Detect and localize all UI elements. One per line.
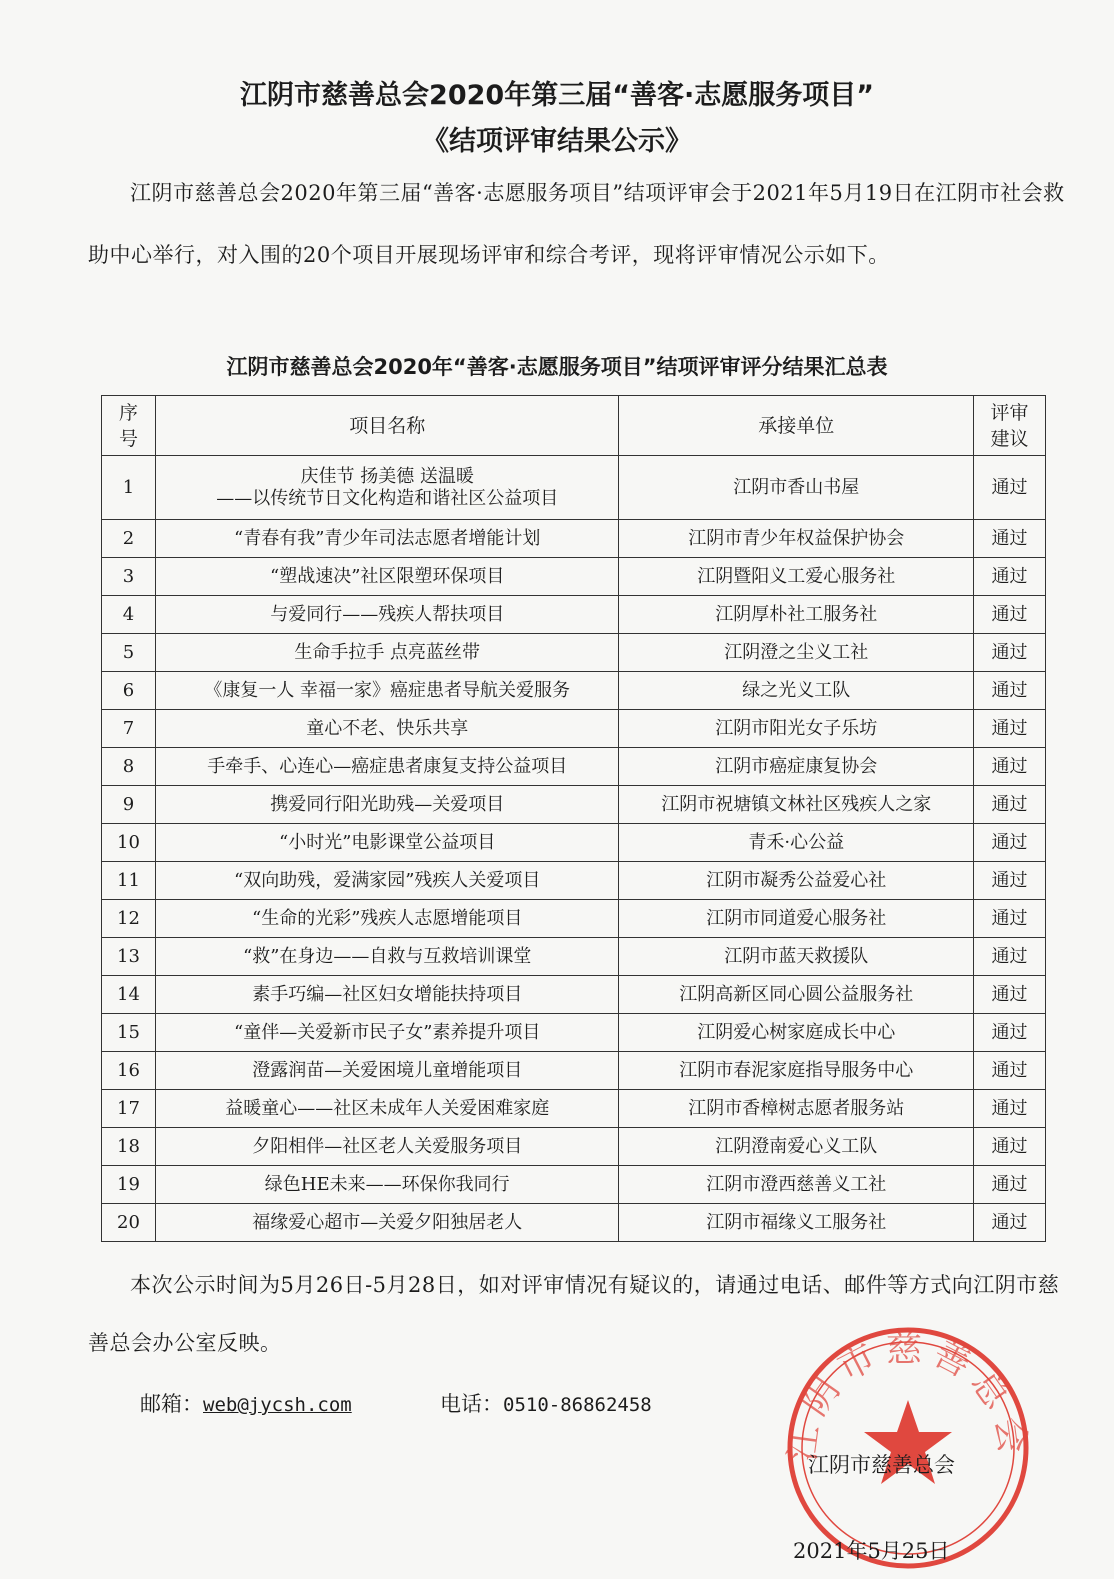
table-row — [102, 1128, 1046, 1166]
table-row — [102, 938, 1046, 976]
row-project-name: 素手巧编—社区妇女增能扶持项目 — [155, 976, 618, 1014]
row-unit: 江阴市癌症康复协会 — [619, 748, 974, 786]
row-number: 18 — [102, 1128, 156, 1166]
row-project-name-line-1: 庆佳节 扬美德 送温暖 — [300, 465, 474, 487]
table-row — [102, 456, 1046, 520]
row-result: 通过 — [974, 976, 1046, 1014]
row-number: 9 — [102, 786, 156, 824]
row-unit: 江阴市阳光女子乐坊 — [619, 710, 974, 748]
row-number: 2 — [102, 520, 156, 558]
seal-text: 江阴市慈善总会 — [782, 1328, 1034, 1464]
row-number: 16 — [102, 1052, 156, 1090]
row-number: 15 — [102, 1014, 156, 1052]
row-project-name: 携爱同行阳光助残—关爱项目 — [155, 786, 618, 824]
row-number: 20 — [102, 1204, 156, 1242]
row-number: 8 — [102, 748, 156, 786]
document-title-line-1: 江阴市慈善总会2020年第三届“善客·志愿服务项目” — [240, 80, 874, 111]
row-number: 7 — [102, 710, 156, 748]
header-no — [102, 396, 156, 456]
row-unit: 江阴市蓝天救援队 — [619, 938, 974, 976]
table-row — [102, 1166, 1046, 1204]
row-number: 19 — [102, 1166, 156, 1204]
row-project-name: 生命手拉手 点亮蓝丝带 — [155, 634, 618, 672]
row-unit: 绿之光义工队 — [619, 672, 974, 710]
table-row — [102, 824, 1046, 862]
row-result: 通过 — [974, 862, 1046, 900]
row-result: 通过 — [974, 1204, 1046, 1242]
row-number: 1 — [102, 456, 156, 520]
results-table — [101, 395, 1046, 1242]
row-project-name: “童伴—关爱新市民子女”素养提升项目 — [155, 1014, 618, 1052]
row-unit: 江阴市澄西慈善义工社 — [619, 1166, 974, 1204]
row-result: 通过 — [974, 1014, 1046, 1052]
row-unit: 江阴市凝秀公益爱心社 — [619, 862, 974, 900]
row-unit: 江阴市青少年权益保护协会 — [619, 520, 974, 558]
table-caption: 江阴市慈善总会2020年“善客·志愿服务项目”结项评审评分结果汇总表 — [226, 355, 888, 379]
email-link[interactable]: web@jycsh.com — [203, 1394, 352, 1416]
email-label: 邮箱： — [140, 1392, 203, 1416]
header-project-name: 项目名称 — [155, 396, 618, 456]
row-project-name: “生命的光彩”残疾人志愿增能项目 — [155, 900, 618, 938]
table-row — [102, 558, 1046, 596]
row-project-name: 益暖童心——社区未成年人关爱困难家庭 — [155, 1090, 618, 1128]
row-number: 12 — [102, 900, 156, 938]
row-number: 6 — [102, 672, 156, 710]
row-project-name: 福缘爱心超市—关爱夕阳独居老人 — [155, 1204, 618, 1242]
row-number: 13 — [102, 938, 156, 976]
row-project-name — [155, 456, 618, 520]
row-unit: 江阴高新区同心圆公益服务社 — [619, 976, 974, 1014]
row-result: 通过 — [974, 900, 1046, 938]
row-project-name: 童心不老、快乐共享 — [155, 710, 618, 748]
row-unit: 江阴市祝塘镇文林社区残疾人之家 — [619, 786, 974, 824]
row-unit: 江阴市福缘义工服务社 — [619, 1204, 974, 1242]
row-number: 10 — [102, 824, 156, 862]
row-project-name: 绿色HE未来——环保你我同行 — [155, 1166, 618, 1204]
row-number: 14 — [102, 976, 156, 1014]
table-row — [102, 710, 1046, 748]
row-result: 通过 — [974, 786, 1046, 824]
intro-paragraph: 江阴市慈善总会2020年第三届“善客·志愿服务项目”结项评审会于2021年5月19日在江阴市社会救助中心举行，对入围的20个项目开展现场评审和综合考评，现将评审情况公示如下。 — [88, 181, 1065, 267]
issue-date: 2021年5月25日 — [793, 1539, 950, 1563]
row-number: 3 — [102, 558, 156, 596]
row-result: 通过 — [974, 520, 1046, 558]
phone-line — [440, 1388, 652, 1418]
email-line — [140, 1388, 352, 1418]
row-unit: 江阴市同道爱心服务社 — [619, 900, 974, 938]
phone-label: 电话： — [440, 1392, 503, 1416]
row-result: 通过 — [974, 1052, 1046, 1090]
row-result: 通过 — [974, 1090, 1046, 1128]
row-number: 17 — [102, 1090, 156, 1128]
row-unit: 江阴澄之尘义工社 — [619, 634, 974, 672]
table-row — [102, 520, 1046, 558]
row-project-name: “救”在身边——自救与互救培训课堂 — [155, 938, 618, 976]
table-row — [102, 1052, 1046, 1090]
table-row — [102, 1014, 1046, 1052]
row-project-name: 手牵手、心连心—癌症患者康复支持公益项目 — [155, 748, 618, 786]
row-project-name: “塑战速决”社区限塑环保项目 — [155, 558, 618, 596]
table-header-row — [102, 396, 1046, 456]
row-project-name-line-2: ——以传统节日文化构造和谐社区公益项目 — [216, 487, 559, 509]
table-row — [102, 596, 1046, 634]
table-row — [102, 786, 1046, 824]
table-row — [102, 862, 1046, 900]
row-result: 通过 — [974, 938, 1046, 976]
row-unit: 江阴爱心树家庭成长中心 — [619, 1014, 974, 1052]
table-row — [102, 634, 1046, 672]
row-result: 通过 — [974, 558, 1046, 596]
row-project-name: 夕阳相伴—社区老人关爱服务项目 — [155, 1128, 618, 1166]
table-row — [102, 672, 1046, 710]
header-result — [974, 396, 1046, 456]
phone-number: 0510-86862458 — [503, 1394, 652, 1416]
row-project-name: 《康复一人 幸福一家》癌症患者导航关爱服务 — [155, 672, 618, 710]
row-result: 通过 — [974, 596, 1046, 634]
row-result: 通过 — [974, 824, 1046, 862]
row-number: 11 — [102, 862, 156, 900]
table-row — [102, 1090, 1046, 1128]
notice-paragraph: 本次公示时间为5月26日-5月28日，如对评审情况有疑议的，请通过电话、邮件等方式向江阴市慈善总会办公室反映。 — [88, 1273, 1060, 1355]
issuing-organization: 江阴市慈善总会 — [808, 1453, 955, 1477]
row-project-name: “小时光”电影课堂公益项目 — [155, 824, 618, 862]
header-no-label: 序号 — [118, 401, 138, 450]
row-result: 通过 — [974, 710, 1046, 748]
row-unit: 江阴市香山书屋 — [619, 456, 974, 520]
row-unit: 江阴市春泥家庭指导服务中心 — [619, 1052, 974, 1090]
row-result: 通过 — [974, 1128, 1046, 1166]
document-title-line-2: 《结项评审结果公示》 — [422, 126, 692, 157]
row-unit: 江阴厚朴社工服务社 — [619, 596, 974, 634]
row-project-name: “青春有我”青少年司法志愿者增能计划 — [155, 520, 618, 558]
row-result: 通过 — [974, 1166, 1046, 1204]
row-result: 通过 — [974, 634, 1046, 672]
row-result: 通过 — [974, 748, 1046, 786]
table-row — [102, 976, 1046, 1014]
row-project-name: 澄露润苗—关爱困境儿童增能项目 — [155, 1052, 618, 1090]
row-project-name: “双向助残，爱满家园”残疾人关爱项目 — [155, 862, 618, 900]
table-row — [102, 748, 1046, 786]
row-unit: 江阴市香樟树志愿者服务站 — [619, 1090, 974, 1128]
row-unit: 江阴澄南爱心义工队 — [619, 1128, 974, 1166]
row-result: 通过 — [974, 456, 1046, 520]
table-row — [102, 1204, 1046, 1242]
table-row — [102, 900, 1046, 938]
row-unit: 江阴暨阳义工爱心服务社 — [619, 558, 974, 596]
row-project-name: 与爱同行——残疾人帮扶项目 — [155, 596, 618, 634]
header-result-label: 评审建议 — [990, 401, 1029, 450]
row-number: 4 — [102, 596, 156, 634]
row-number: 5 — [102, 634, 156, 672]
row-unit: 青禾·心公益 — [619, 824, 974, 862]
header-unit: 承接单位 — [619, 396, 974, 456]
row-result: 通过 — [974, 672, 1046, 710]
